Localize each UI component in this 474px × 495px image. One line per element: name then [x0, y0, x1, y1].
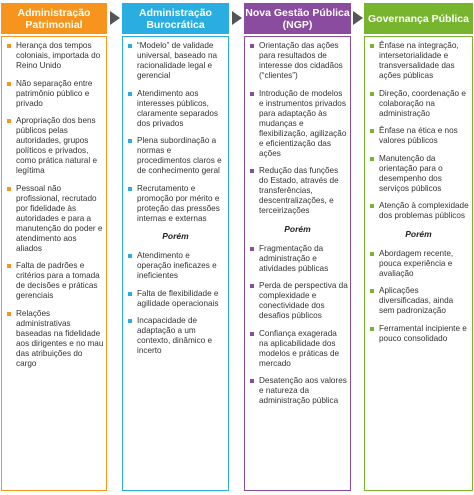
list-item: Atendimento e operação ineficazes e ineficientes: [127, 251, 226, 281]
header-nova-gestao-publica: Nova Gestão Pública (NGP): [244, 3, 351, 34]
item-list: [2, 37, 106, 369]
porem-label: Porém: [405, 228, 432, 239]
list-item: Falta de padrões e critérios para a tomada de decisões e práticas gerenciais: [6, 261, 104, 301]
item-list: [365, 37, 472, 221]
item-list: [123, 37, 228, 224]
list-item: Redução das funções do Estado, através de transferências, descentralizações, e terceirizações: [249, 166, 348, 216]
list-item: Incapacidade de adaptação a um contexto, dinâmico e incerto: [127, 316, 226, 356]
list-item: Perda de perspectiva da complexidade e conectividade dos desafios públicos: [249, 281, 348, 321]
list-item: Recrutamento e promoção por mérito e proteção das pressões internas e externas: [127, 184, 226, 224]
list-item: Apropriação dos bens públicos pelas autoridades, grupos políticos e privados, como prática natural e legítima: [6, 116, 104, 176]
list-item: Direção, coordenação e colaboração na administração: [369, 89, 470, 119]
list-item: Orientação das ações para resultados de interesse dos cidadãos (“clientes”): [249, 41, 348, 81]
list-item: Falta de flexibilidade e agilidade operacionais: [127, 289, 226, 309]
list-item: Introdução de modelos e instrumentos privados para adaptação às mudanças e flexibilização, agilização e eficientização das ações: [249, 89, 348, 159]
item-list: [245, 37, 350, 216]
column-nova-gestao-publica: [244, 36, 351, 491]
list-item: Manutenção da orientação para o desempenho dos serviços públicos: [369, 154, 470, 194]
column-administracao-burocratica: [122, 36, 229, 491]
list-item: “Modelo” de validade universal, baseado na racionalidade legal e gerencial: [127, 41, 226, 81]
list-item: Desatenção aos valores e natureza da administração pública: [249, 376, 348, 406]
header-governanca-publica: Governança Pública: [364, 3, 473, 34]
arrow-right-icon: [353, 11, 363, 25]
list-item: Não separação entre patrimônio público e privado: [6, 79, 104, 109]
list-item: Plena subordinação a normas e procedimentos claros e de conhecimento geral: [127, 136, 226, 176]
column-governanca-publica: [364, 36, 473, 491]
list-item: Confiança exagerada na aplicabilidade dos modelos e práticas de mercado: [249, 329, 348, 369]
list-item: Ferramental incipiente e pouco consolidado: [369, 324, 470, 344]
porem-label: Porém: [284, 223, 311, 234]
list-item: Relações administrativas baseadas na fidelidade aos dirigentes e no mau das atribuições do cargo: [6, 309, 104, 369]
list-item: Herança dos tempos coloniais, importada do Reino Unido: [6, 41, 104, 71]
item-list-after: [365, 245, 472, 344]
list-item: Aplicações diversificadas, ainda sem padronização: [369, 286, 470, 316]
list-item: Fragmentação da administração e atividades públicas: [249, 244, 348, 274]
list-item: Ênfase na ética e nos valores públicos: [369, 126, 470, 146]
list-item: Abordagem recente, pouca experiência e avaliação: [369, 249, 470, 279]
item-list-after: [123, 247, 228, 356]
list-item: Atenção à complexidade dos problemas públicos: [369, 201, 470, 221]
item-list-after: [245, 240, 350, 407]
header-administracao-patrimonial: Administração Patrimonial: [1, 3, 107, 34]
arrow-right-icon: [110, 11, 120, 25]
list-item: Atendimento aos interesses públicos, claramente separados dos privados: [127, 89, 226, 129]
header-administracao-burocratica: Administração Burocrática: [122, 3, 229, 34]
column-administracao-patrimonial: [1, 36, 107, 491]
list-item: Pessoal não profissional, recrutado por fidelidade às autoridades e para a manutenção do poder e atendimento aos aliados: [6, 184, 104, 254]
list-item: Ênfase na integração, intersetorialidade e transversalidade das ações públicas: [369, 41, 470, 81]
arrow-right-icon: [232, 11, 242, 25]
porem-label: Porém: [162, 231, 189, 241]
